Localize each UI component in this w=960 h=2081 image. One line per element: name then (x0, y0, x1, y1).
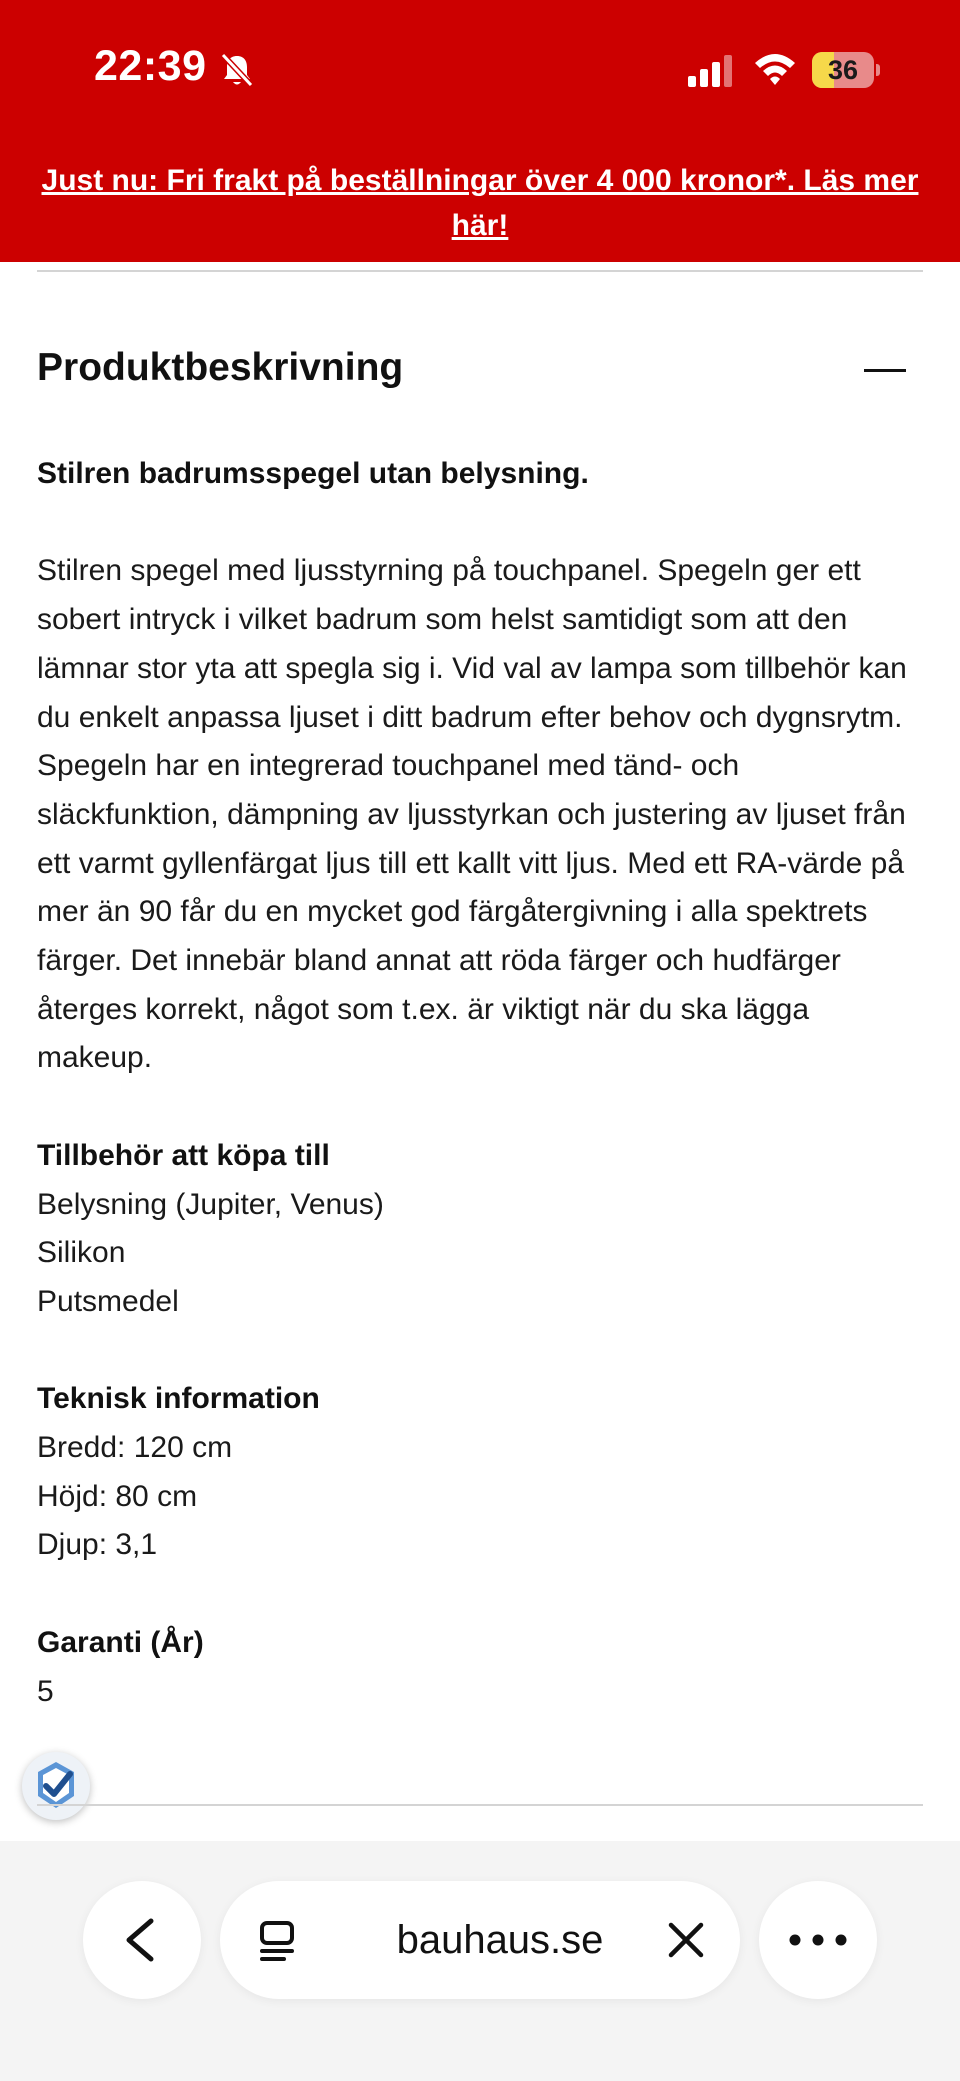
minus-icon[interactable] (864, 369, 906, 372)
product-description (37, 450, 927, 1716)
description-text: Stilren spegel med ljusstyrning på touchpanel. Spegeln ger ett sobert intryck i vilket badrum som helst samtidigt som att den lämnar stor yta att spegla sig i. Vid val av lampa som tillbehör kan du enkelt anpassa ljuset i ditt badrum efter behov och dygnsrytm. Spegeln har en integrerad touchpanel med tänd- och släckfunktion, dämpning av ljusstyrkan och justering av ljuset från ett varmt gyllenfärgat ljus till ett kallt vitt ljus. Med ett RA-värde på mer än 90 får du en mycket god färgåtergivning i alla spektrets färger. Det innebär bland annat att röda färger och hudfärger återges korrekt, något som t.ex. är viktigt när du ska lägga makeup. (37, 554, 907, 1075)
verified-badge-icon[interactable] (22, 1752, 90, 1820)
signal-icon (686, 54, 736, 88)
more-button[interactable] (759, 1881, 877, 1999)
list-item: Putsmedel (37, 1284, 179, 1318)
url-text: bauhaus.se (396, 1918, 604, 1962)
close-icon[interactable] (666, 1920, 706, 1960)
battery-icon (812, 52, 880, 88)
bottom-divider (37, 1804, 923, 1806)
section-title[interactable]: Produktbeskrivning (37, 346, 404, 389)
list-item: Silikon (37, 1236, 126, 1270)
tabs-icon (254, 1915, 304, 1965)
back-chevron-icon (83, 1881, 201, 1999)
battery-level: 36 (827, 55, 859, 85)
status-time: 22:39 (94, 42, 207, 90)
list-item: Höjd: 80 cm (37, 1479, 198, 1513)
description-intro: Stilren badrumsspegel utan belysning. (37, 457, 589, 490)
warranty-value: 5 (37, 1674, 54, 1708)
promo-link[interactable]: Just nu: Fri frakt på beställningar över 4 000 kronor*. Läs mer här! (41, 164, 919, 242)
wifi-icon (752, 50, 798, 88)
top-divider (37, 270, 923, 272)
list-item: Djup: 3,1 (37, 1528, 158, 1562)
warranty-heading: Garanti (År) (37, 1625, 204, 1659)
address-bar[interactable] (220, 1881, 740, 1999)
more-icon (759, 1881, 877, 1999)
header-banner (0, 0, 960, 262)
accessories-heading: Tillbehör att köpa till (37, 1138, 330, 1172)
technical-heading: Teknisk information (37, 1382, 320, 1416)
browser-toolbar (0, 1841, 960, 2081)
list-item: Bredd: 120 cm (37, 1431, 233, 1465)
list-item: Belysning (Jupiter, Venus) (37, 1187, 384, 1221)
bell-slash-icon (220, 52, 254, 88)
back-button[interactable] (83, 1881, 201, 1999)
